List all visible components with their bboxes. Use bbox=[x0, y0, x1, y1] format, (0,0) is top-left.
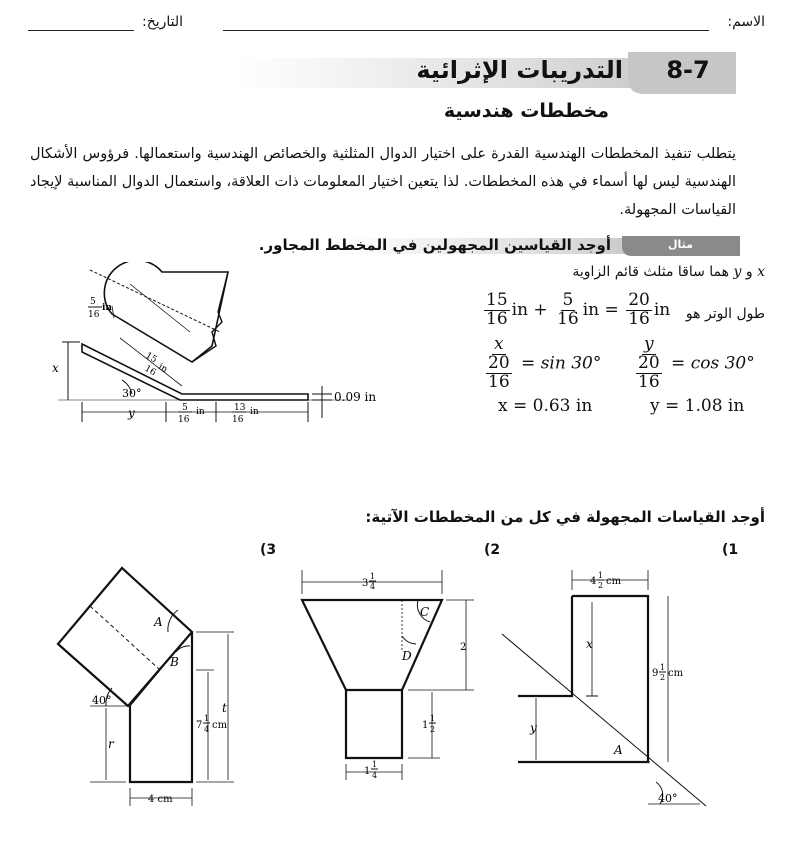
example-line1: x و y هما ساقا مثلث قائم الزاوية bbox=[572, 264, 765, 280]
frac-5-16-top bbox=[88, 297, 112, 320]
example-badge: مثال bbox=[668, 238, 693, 251]
svg-text:t: t bbox=[222, 701, 227, 715]
date-label: التاريخ: bbox=[142, 14, 184, 30]
eq-x: $\frac{x}{\frac{20}{16}}$ = sin 30° bbox=[488, 334, 602, 392]
svg-text:C: C bbox=[420, 605, 430, 619]
result-x: x = 0.63 in bbox=[498, 396, 593, 416]
svg-text:2: 2 bbox=[598, 581, 604, 590]
dim-y-label: y bbox=[128, 406, 135, 420]
frac-15-16 bbox=[143, 351, 170, 379]
example-diagram bbox=[50, 262, 390, 432]
chord-equation: $\frac{15}{16}$ in + $\frac{5}{16}$ in = $\frac{20}{16}$ in bbox=[486, 290, 671, 329]
frac-5-16-bottom bbox=[178, 403, 205, 425]
exercise-prompt: أوجد القياسات المجهولة في كل من المخططات الآتية: bbox=[365, 508, 765, 526]
svg-text:in: in bbox=[196, 407, 205, 417]
thickness-label: 0.09 in bbox=[334, 390, 377, 404]
date-line bbox=[28, 30, 134, 31]
svg-text:40°: 40° bbox=[658, 792, 678, 805]
svg-text:1: 1 bbox=[430, 714, 436, 723]
svg-text:3: 3 bbox=[362, 578, 369, 589]
svg-text:2: 2 bbox=[430, 725, 436, 734]
svg-text:cm: cm bbox=[212, 720, 228, 731]
name-label: الاسم: bbox=[727, 14, 765, 30]
svg-text:y: y bbox=[530, 721, 537, 735]
svg-text:4: 4 bbox=[372, 771, 378, 780]
exercise-diagram-2 bbox=[290, 568, 480, 798]
svg-text:cm: cm bbox=[606, 576, 622, 587]
svg-text:9: 9 bbox=[652, 668, 659, 679]
dim-x-label: x bbox=[52, 361, 59, 375]
example-prompt: أوجد القياسين المجهولين في المخطط المجاور. bbox=[258, 236, 611, 254]
svg-text:D: D bbox=[402, 649, 412, 663]
chord-label: طول الوتر هو bbox=[685, 306, 765, 322]
svg-text:5: 5 bbox=[90, 297, 96, 307]
svg-text:15: 15 bbox=[143, 350, 159, 366]
svg-text:cm: cm bbox=[668, 668, 684, 679]
svg-text:4 cm: 4 cm bbox=[148, 794, 173, 805]
svg-text:A: A bbox=[154, 615, 163, 629]
svg-text:2: 2 bbox=[460, 642, 467, 653]
svg-text:16: 16 bbox=[178, 415, 190, 425]
svg-text:1: 1 bbox=[422, 720, 429, 731]
svg-text:40°: 40° bbox=[92, 694, 112, 707]
svg-text:1: 1 bbox=[370, 572, 376, 581]
svg-text:4: 4 bbox=[590, 576, 597, 587]
lesson-title: التدريبات الإثرائية bbox=[416, 56, 623, 84]
lesson-subtitle: مخططات هندسية bbox=[443, 100, 609, 122]
svg-text:2: 2 bbox=[660, 673, 666, 682]
var-y: y bbox=[733, 264, 742, 280]
svg-text:1: 1 bbox=[660, 663, 666, 672]
svg-text:4: 4 bbox=[204, 725, 210, 734]
svg-text:5: 5 bbox=[182, 403, 188, 413]
result-y: y = 1.08 in bbox=[650, 396, 745, 416]
exercise-number-3: (3 bbox=[260, 542, 277, 558]
exercise-diagram-1 bbox=[500, 568, 720, 813]
exercise-diagram-3 bbox=[50, 562, 250, 812]
svg-text:r: r bbox=[108, 737, 114, 751]
exercise-number-1: (1 bbox=[722, 542, 739, 558]
svg-text:1: 1 bbox=[204, 714, 210, 723]
var-x: x bbox=[757, 264, 765, 280]
svg-text:1: 1 bbox=[598, 571, 604, 580]
svg-text:7: 7 bbox=[196, 720, 203, 731]
svg-text:in: in bbox=[102, 303, 112, 313]
angle30-label: 30° bbox=[122, 387, 142, 400]
svg-text:1: 1 bbox=[364, 766, 371, 777]
svg-text:in: in bbox=[250, 407, 259, 417]
intro-paragraph: يتطلب تنفيذ المخططات الهندسية القدرة على اختيار الدوال المثلثية والخصائص الهندسية واستعمالها. فرؤوس الأشكال الهندسية ليس لها أسماء في هذه المخططات. لذا يتعين اختيار المعلومات ذات العلاقة، واستعمال الدوال المناسبة لإيجاد القياسات المجهولة. bbox=[30, 146, 736, 218]
svg-text:A: A bbox=[614, 743, 623, 757]
svg-text:x: x bbox=[586, 637, 593, 651]
name-line bbox=[223, 30, 709, 31]
svg-text:16: 16 bbox=[142, 363, 158, 379]
svg-text:in: in bbox=[156, 361, 170, 375]
lesson-number: 8-7 bbox=[666, 56, 710, 84]
svg-text:16: 16 bbox=[88, 310, 100, 320]
eq-y: $\frac{y}{\frac{20}{16}}$ = cos 30° bbox=[638, 334, 755, 392]
frac-13-16 bbox=[232, 403, 259, 425]
svg-text:B: B bbox=[170, 655, 179, 669]
svg-text:1: 1 bbox=[372, 760, 378, 769]
legs-text: هما ساقا مثلث قائم الزاوية bbox=[572, 264, 730, 280]
svg-text:16: 16 bbox=[232, 415, 244, 425]
svg-text:13: 13 bbox=[234, 403, 246, 413]
svg-text:4: 4 bbox=[370, 582, 376, 591]
exercise-number-2: (2 bbox=[484, 542, 501, 558]
